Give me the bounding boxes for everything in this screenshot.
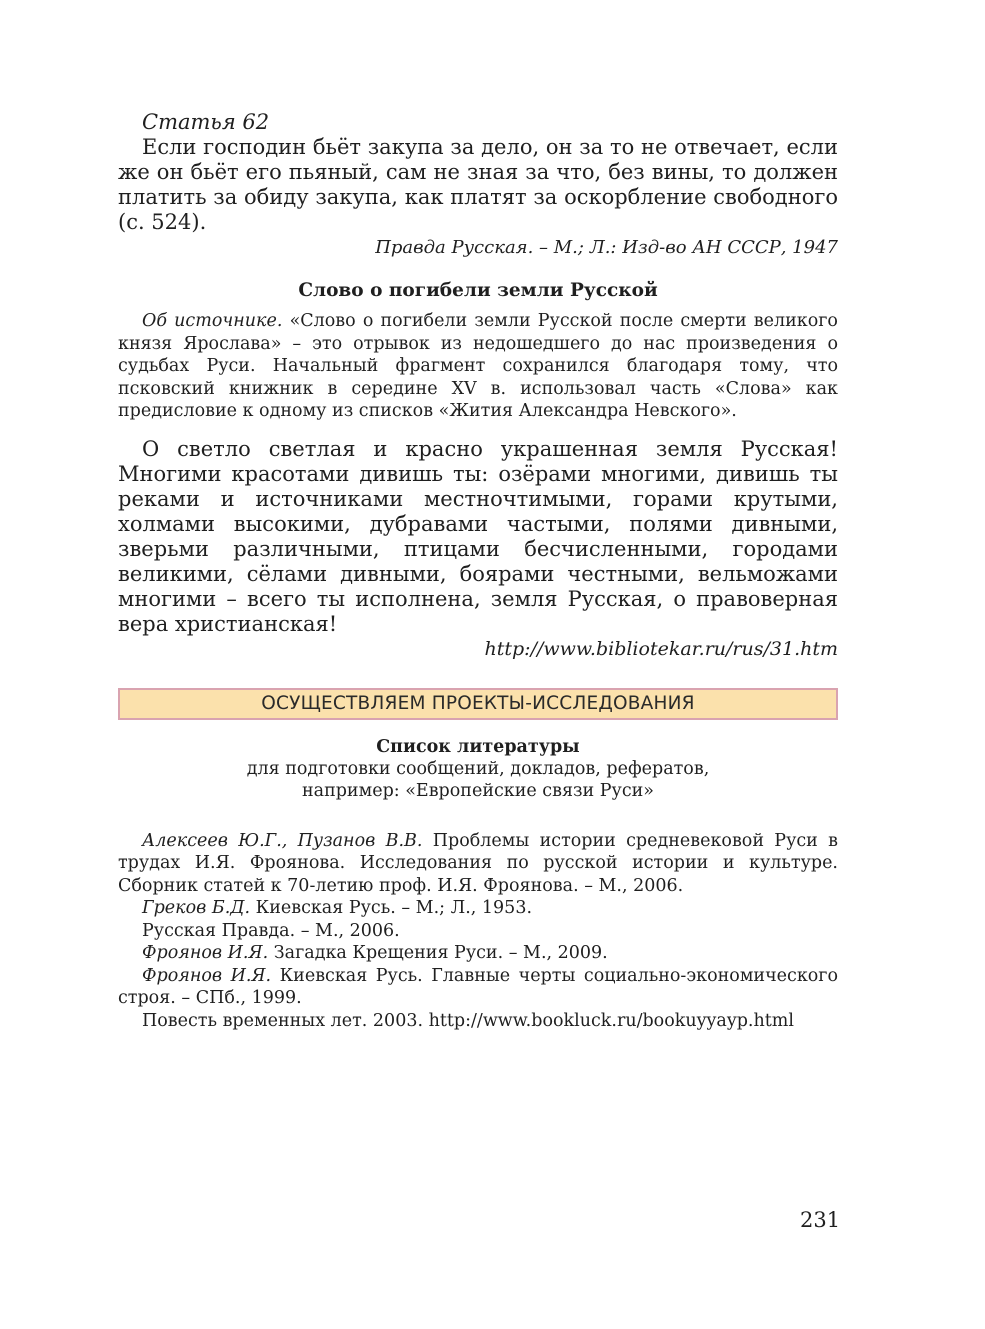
article-source: Правда Русская. – М.; Л.: Изд-во АН СССР, 1947 — [375, 237, 838, 258]
slovo-text: О светло светлая и красно украшенная земля Русская! Многими красотами дивишь ты: озёрами многими, дивишь ты реками и источниками местночтимыми, горами крутыми, холмами высокими, дубравами частыми, полями дивными, зверьми различными, птицами бесчисленными, городами великими, сёлами дивными, боярами честными, вельможами многими – всего ты исполнена, земля Русская, о правоверная вера христианская! — [118, 436, 838, 636]
projects-banner: ОСУЩЕСТВЛЯЕМ ПРОЕКТЫ-ИССЛЕДОВАНИЯ — [118, 688, 838, 720]
bibliography-entry — [118, 1010, 838, 1033]
bibliography-entry — [118, 897, 838, 920]
entry-text: Загадка Крещения Руси. – М., 2009. — [268, 943, 608, 963]
entry-text: Киевская Русь. Главные черты социально-экономического строя. – СПб., 1999. — [118, 965, 838, 1008]
page-number: 231 — [800, 1208, 841, 1232]
source-note-label: Об источнике. — [142, 311, 283, 331]
entry-author: Фроянов И.Я. — [142, 943, 269, 963]
bibliography-entry — [118, 830, 838, 898]
bibliography-list — [118, 830, 838, 1033]
section-heading: Слово о погибели земли Русской — [298, 280, 658, 301]
bibliography-subtitle-2: например: «Европейские связи Руси» — [301, 780, 655, 801]
entry-text: Киевская Русь. – М.; Л., 1953. — [250, 898, 533, 918]
slovo-url: http://www.bibliotekar.ru/rus/31.htm — [484, 637, 838, 660]
source-note-text: «Слово о погибели земли Русской после смерти великого князя Ярослава» – это отрывок из недошедшего до нас произведения о судьбах Руси. Начальный фрагмент сохранился благодаря тому, что псковский книжник в середине XV в. использовал часть «Слова» как предисловие к одному из списков «Жития Александра Невского». — [118, 311, 838, 421]
entry-text: Проблемы истории средневековой Руси в трудах И.Я. Фроянова. Исследования по русской истории и культуре. Сборник статей к 70-летию проф. И.Я. Фроянова. – М., 2006. — [118, 830, 838, 896]
entry-text: Русская Правда. – М., 2006. — [142, 920, 400, 941]
bibliography-title: Список литературы — [376, 736, 580, 757]
source-note — [118, 310, 838, 423]
bibliography-entry — [118, 942, 838, 965]
entry-author: Греков Б.Д. — [142, 898, 251, 918]
page-content — [118, 110, 838, 1032]
article-text: Если господин бьёт закупа за дело, он за то не отвечает, если же он бьёт его пьяный, сам не зная за что, без вины, то должен платить за обиду закупа, как платят за оскорбление свободного (с. 524). — [118, 135, 838, 234]
bibliography-entry — [118, 920, 838, 943]
bibliography-subtitle-1: для подготовки сообщений, докладов, рефератов, — [246, 758, 710, 779]
entry-author: Алексеев Ю.Г., Пузанов В.В. — [142, 830, 423, 851]
entry-text: Повесть временных лет. 2003. http://www.bookluck.ru/bookuyyayp.html — [142, 1010, 794, 1031]
entry-author: Фроянов И.Я. — [142, 965, 272, 986]
bibliography-entry — [118, 965, 838, 1010]
article-label: Статья 62 — [142, 110, 270, 134]
